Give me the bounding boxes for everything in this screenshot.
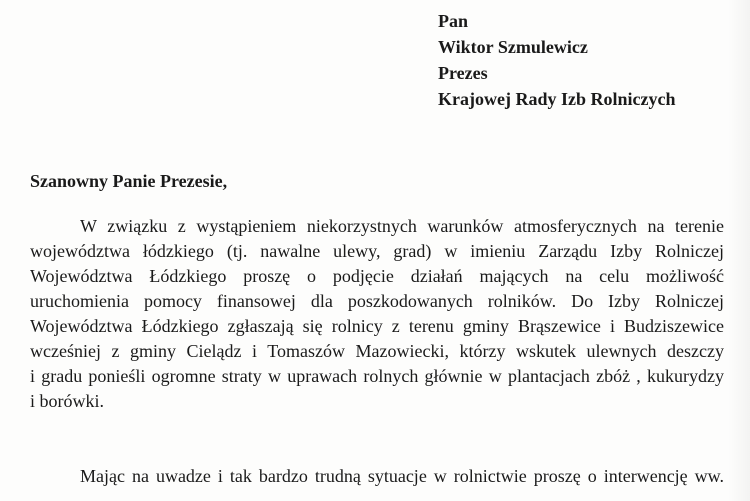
addressee-title: Pan — [438, 11, 469, 31]
addressee-organization: Krajowej Rady Izb Rolniczych — [438, 89, 676, 109]
scan-edge-shadow — [728, 0, 750, 501]
addressee-name: Wiktor Szmulewicz — [438, 37, 588, 57]
paragraph-1-line: województwa łódzkiego (tj. nawalne ulewy, grad) w imieniu Zarządu Izby Rolniczej — [30, 241, 724, 261]
paragraph-2-line: Mając na uwadze i tak bardzo trudną sytuacje w rolnictwie proszę o interwencję ww. — [80, 466, 724, 486]
addressee-block — [438, 8, 675, 112]
paragraph-1 — [30, 214, 724, 414]
paragraph-1-line: W związku z wystąpieniem niekorzystnych warunków atmosferycznych na terenie — [80, 216, 724, 236]
paragraph-1-line: uruchomienia pomocy finansowej dla poszkodowanych rolników. Do Izby Rolniczej — [30, 291, 724, 311]
paragraph-1-line: wcześniej z gminy Cielądz i Tomaszów Mazowiecki, którzy wskutek ulewnych deszczy — [30, 341, 724, 361]
paragraph-1-line: i gradu ponieśli ogromne straty w uprawach rolnych głównie w plantacjach zbóż , kukurydzy — [30, 366, 724, 386]
salutation: Szanowny Panie Prezesie, — [30, 171, 228, 191]
addressee-position: Prezes — [438, 63, 488, 83]
paragraph-1-line: Województwa Łódzkiego zgłaszają się rolnicy z terenu gminy Brąszewice i Budziszewice — [30, 316, 724, 336]
paragraph-1-line: i borówki. — [30, 391, 104, 411]
paragraph-1-line: Województwa Łódzkiego proszę o podjęcie działań mających na celu możliwość — [30, 266, 724, 286]
paragraph-2 — [30, 464, 724, 489]
